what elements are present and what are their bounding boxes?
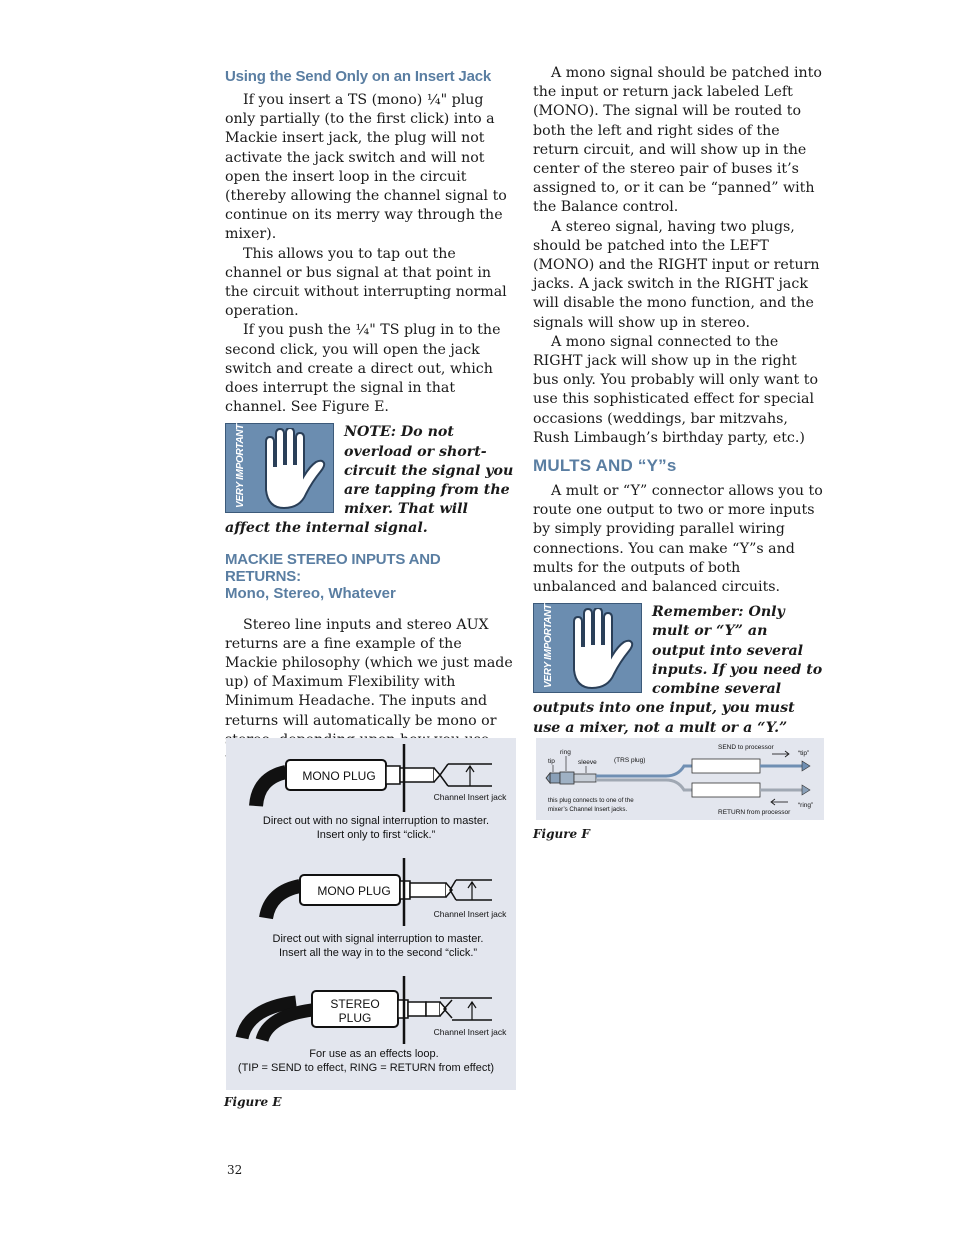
paragraph: If you push the ¼" TS plug in to the second click, you will open the jack switch and create a direct out, which does interrupt the signal in that channel. See Figure E. [225,322,501,416]
paragraph: This allows you to tap out the channel or bus signal at that point in the circuit without interrupting normal operation. [225,245,507,320]
label-sleeve: sleeve [578,759,597,766]
label-trs-plug: (TRS plug) [614,757,646,764]
label-ring-out: “ring” [798,802,814,809]
plug-label: STEREO [330,997,380,1011]
label-return: RETURN from processor [718,809,791,816]
figure-e-diagram [226,738,516,1090]
figure-e [226,738,516,1090]
hand-stop-icon [252,428,330,510]
very-important-badge [225,423,334,513]
section-heading-send-only: Using the Send Only on an Insert Jack [225,68,491,85]
very-important-label: VERY IMPORTANT [235,424,246,509]
panel-desc-line: For use as an effects loop. [309,1048,439,1060]
jack-label: Channel Insert jack [433,1027,507,1037]
very-important-note [533,603,825,737]
jack-label: Channel Insert jack [433,909,507,919]
label-tip-out: “tip” [798,750,810,757]
very-important-label: VERY IMPORTANT [543,604,554,689]
section-heading-mults: MULTS AND “Y”s [533,456,677,476]
label-send: SEND to processor [718,744,774,751]
panel-stereo-effects-loop [238,976,507,1074]
panel-desc-line: Direct out with signal interruption to master. [272,933,484,945]
paragraph: A mono signal connected to the RIGHT jack will show up in the right bus only. You probably will only want to use this sophisticated effect for special occasions (weddings, bar mitzvahs, Rush Limbaugh’s birthday party, etc.) [533,333,818,446]
label-note: mixer’s Channel Insert jacks. [548,806,628,813]
plug-label: PLUG [338,1011,372,1025]
section-subheading: Mono, Stereo, Whatever [225,584,396,602]
page-number: 32 [227,1163,243,1177]
paragraph: If you insert a TS (mono) ¼" plug only partially (to the first click) into a Mackie insert jack, the plug will not activate the jack switch and will not open the insert loop in the circuit (thereby allowing the channel signal to continue on its merry way through the mixer). [225,92,507,243]
hand-stop-icon [560,608,638,690]
very-important-note [225,423,515,538]
plug-label: MONO PLUG [302,769,376,783]
paragraph: Stereo line inputs and stereo AUX returns are a fine example of the Mackie philosophy (which we just made up) of Maximum Flexibility with Minimum Headache. The inputs and returns will automatically be mono or [225,616,513,729]
panel-desc-line: (TIP = SEND to effect, RING = RETURN from effect) [237,1062,495,1074]
very-important-badge [533,603,642,693]
left-column [225,64,515,769]
panel-desc-line: Insert all the way in to the second “click.” [278,947,478,959]
figure-e-caption: Figure E [224,1095,282,1109]
jack-label: Channel Insert jack [433,792,507,802]
label-tip: tip [548,758,555,765]
paragraph: A stereo signal, having two plugs, should be patched into the LEFT (MONO) and the RIGHT input or return jacks. A jack switch in the RIGHT jack will disable the mono function, and the signals will show up in stereo. [533,218,820,331]
panel-desc-line: Direct out with no signal interruption to master. [262,815,490,827]
note-text: NOTE: Do not overload or short-circuit the signal you are tapping from the mixer. That will affect the internal signal. [225,424,514,537]
panel-mono-first-click [256,744,507,841]
plug-label: MONO PLUG [317,884,391,898]
paragraph: A mono signal should be patched into the input or return jack labeled Left (MONO). The signal will be routed to both the left and right sides of the return circuit, and will show up in the center of the stereo pair of buses it’s assigned to, or it can be “panned” with the Balance control. [533,65,822,216]
figure-f [536,738,824,820]
figure-f-diagram [536,738,824,820]
panel-mono-second-click [266,858,507,959]
paragraph: A mult or “Y” connector allows you to route one output to two or more inputs by simply providing parallel wiring connections. You can make “Y”s and mults for the outputs of both unbalanced and balanced circuits. [533,483,823,596]
label-ring: ring [560,749,571,756]
right-column [533,64,825,750]
panel-desc-line: Insert only to first “click.” [316,829,436,841]
label-note: this plug connects to one of the [548,797,634,804]
note-text: Remember: Only mult or “Y” an output into several inputs. If you need to combine several outputs into one input, you must use a mixer, not a mult or a “Y.” [533,604,823,736]
figure-f-caption: Figure F [533,827,590,841]
section-heading-stereo-inputs: MACKIE STEREO INPUTS AND RETURNS: [225,550,441,585]
